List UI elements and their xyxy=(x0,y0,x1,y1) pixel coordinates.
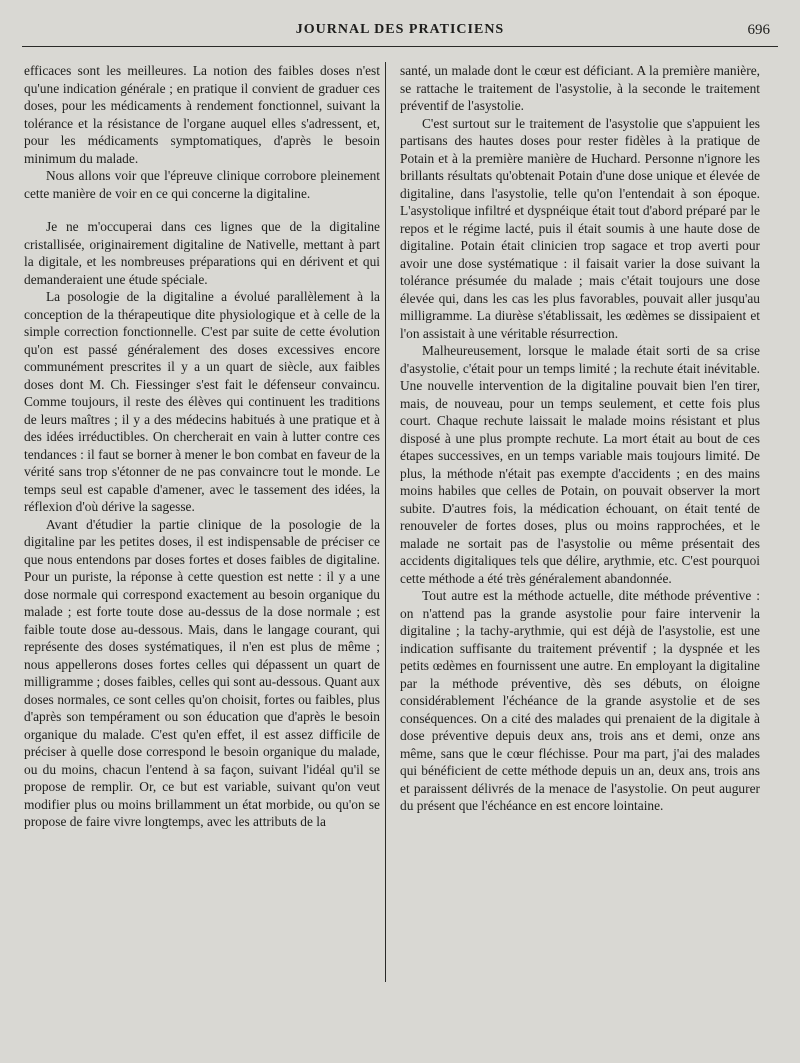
page-header xyxy=(0,22,800,46)
paragraph: Malheureusement, lorsque le malade était sorti de sa crise d'asystolie, c'était pour un temps limité ; la rechute était inévitable. Une nouvelle intervention de la digitaline pouvait bien l'en tirer, mais, de nouveau, pour un temps seulement, et cette fois plus court. Chaque rechute laissait le malade moins résistant et plus disposé à une plus prompte rechute. La mort était au bout de ces étapes successives, en un temps variable mais toujours limité. De plus, la méthode n'était pas exempte d'accidents ; en des mains moins habiles que celles de Potain, on pouvait observer la mort subite. D'autres fois, la médication échouant, on était tenté de renouveler de fortes doses, plus ou moins rapprochées, et le malade ne sortait pas de l'asystolie ou même présentait des accidents digitaliques tels que délire, arythmie, etc. C'est pourquoi cette méthode a été très généralement abandonnée. xyxy=(400,343,760,586)
page-number: 696 xyxy=(747,22,770,38)
paragraph: Je ne m'occuperai dans ces lignes que de la digitaline cristallisée, originairement digitaline de Nativelle, mettant à part la digitale, et les nombreuses préparations qui en dérivent et qui demanderaient une étude spéciale. xyxy=(24,219,380,287)
column-divider xyxy=(385,62,386,982)
paragraph: Avant d'étudier la partie clinique de la posologie de la digitaline par les petites doses, il est indispensable de préciser ce que nous entendons par doses fortes et doses faibles de digitaline. Pour un puriste, la réponse à cette question est nette : il y a une dose normale qui correspond exactement au besoin organique du malade ; est forte toute dose au-dessus de la dose normale ; est faible toute dose au-dessous. Mais, dans le langage courant, qui représente des doses systématiques, il n'en est plus de même ; nous appellerons doses fortes celles qui dépassent un quart de milligramme ; doses faibles, celles qui sont au-dessous. Quant aux doses normales, ce sont celles qu'on choisit, fortes ou faibles, plus d'après son tempérament ou son éducation que d'après le besoin organique du malade. C'est qu'en effet, il est assez difficile de préciser à quelle dose correspond le besoin organique du malade, ou du moins, chacun l'entend à sa façon, suivant l'idéal qu'il se propose de remplir. Or, ce but est variable, suivant qu'on veut modifier plus ou moins brillamment un état morbide, ou qu'on se propose de faire vivre longtemps, avec les attributs de la xyxy=(24,516,380,829)
paragraph: santé, un malade dont le cœur est déficiant. A la première manière, se rattache le traitement de l'asystolie, à la seconde le traitement préventif de l'asystolie. xyxy=(400,63,760,113)
journal-title: JOURNAL DES PRATICIENS xyxy=(295,22,505,37)
paragraph: C'est surtout sur le traitement de l'asystolie que s'appuient les partisans des hautes doses pour rester fidèles à la pratique de Potain et à la première manière de Huchard. Personne n'ignore les brillants résultats qu'obtenait Potain d'une dose unique et élevée de digitaline, dans l'asystolie, telle qu'on l'entendait à son époque. L'asystolique infiltré et dyspnéique était tout d'abord préparé par le repos et le régime lacté, puis il était soumis à une haute dose de digitaline. Potain était clinicien trop sagace et trop averti pour avoir une dose systématique : il faisait varier la dose suivant la tolérance présumée du malade ; mais c'était toujours une dose élevée qui, dans les cas les plus favorables, pouvait aller jusqu'au milligramme. La diurèse s'établissait, les œdèmes se dissipaient et l'on assistait à une véritable résurrection. xyxy=(400,115,760,341)
right-column xyxy=(400,62,760,815)
paragraph: Tout autre est la méthode actuelle, dite méthode préventive : on n'attend pas la grande asystolie pour faire intervenir la digitaline ; la tachy-arythmie, qui est déjà de l'asystolie, est une indication suffisante du traitement préventif ; la dyspnée et les petits œdèmes en fournissent une autre. En employant la digitaline par la méthode préventive, dès ses débuts, on éloigne considérablement l'échéance de la grande asystolie et de ses conséquences. On a cité des malades qui prenaient de la digitale à dose préventive depuis deux ans, trois ans et demi, onze ans même, sans que le cœur fléchisse. Pour ma part, j'ai des malades qui bénéficient de cette méthode depuis un an, deux ans, trois ans et paraissent délivrés de la menace de l'asystolie. On peut augurer du présent que l'échéance en est encore lointaine. xyxy=(400,588,760,813)
paragraph: La posologie de la digitaline a évolué parallèlement à la conception de la thérapeutique dite physiologique et à celle de la simple correction fonctionnelle. C'est par suite de cette évolution qu'on est passé généralement des doses excessives encore communément prescrites il y a un quart de siècle, aux faibles doses dont M. Ch. Fiessinger s'est fait le défenseur convaincu. Comme toujours, il reste des élèves qui continuent les traditions de leurs maîtres ; il y a des médecins habitués à une pratique et à des idées irréductibles. On chercherait en vain à lutter contre ces tendances : il faut se borner à mener le bon combat en faveur de la vérité sans trop s'étonner de ne pas convaincre tout le monde. Le temps seul est capable d'amener, avec le tassement des idées, la réflexion d'où dérive la sagesse. xyxy=(24,289,380,514)
paragraph: efficaces sont les meilleures. La notion des faibles doses n'est qu'une indication générale ; en pratique il convient de graduer ces doses, pour les médicaments à rendement fonctionnel, suivant la tolérance et la résistance de l'organe auquel elles s'adressent, et, pour les médicaments symptomatiques, d'après le besoin minimum du malade. xyxy=(24,63,380,166)
header-rule xyxy=(22,46,778,47)
paragraph: Nous allons voir que l'épreuve clinique corrobore pleinement cette manière de voir en ce qui concerne la digitaline. xyxy=(24,168,380,201)
left-column xyxy=(24,62,380,831)
